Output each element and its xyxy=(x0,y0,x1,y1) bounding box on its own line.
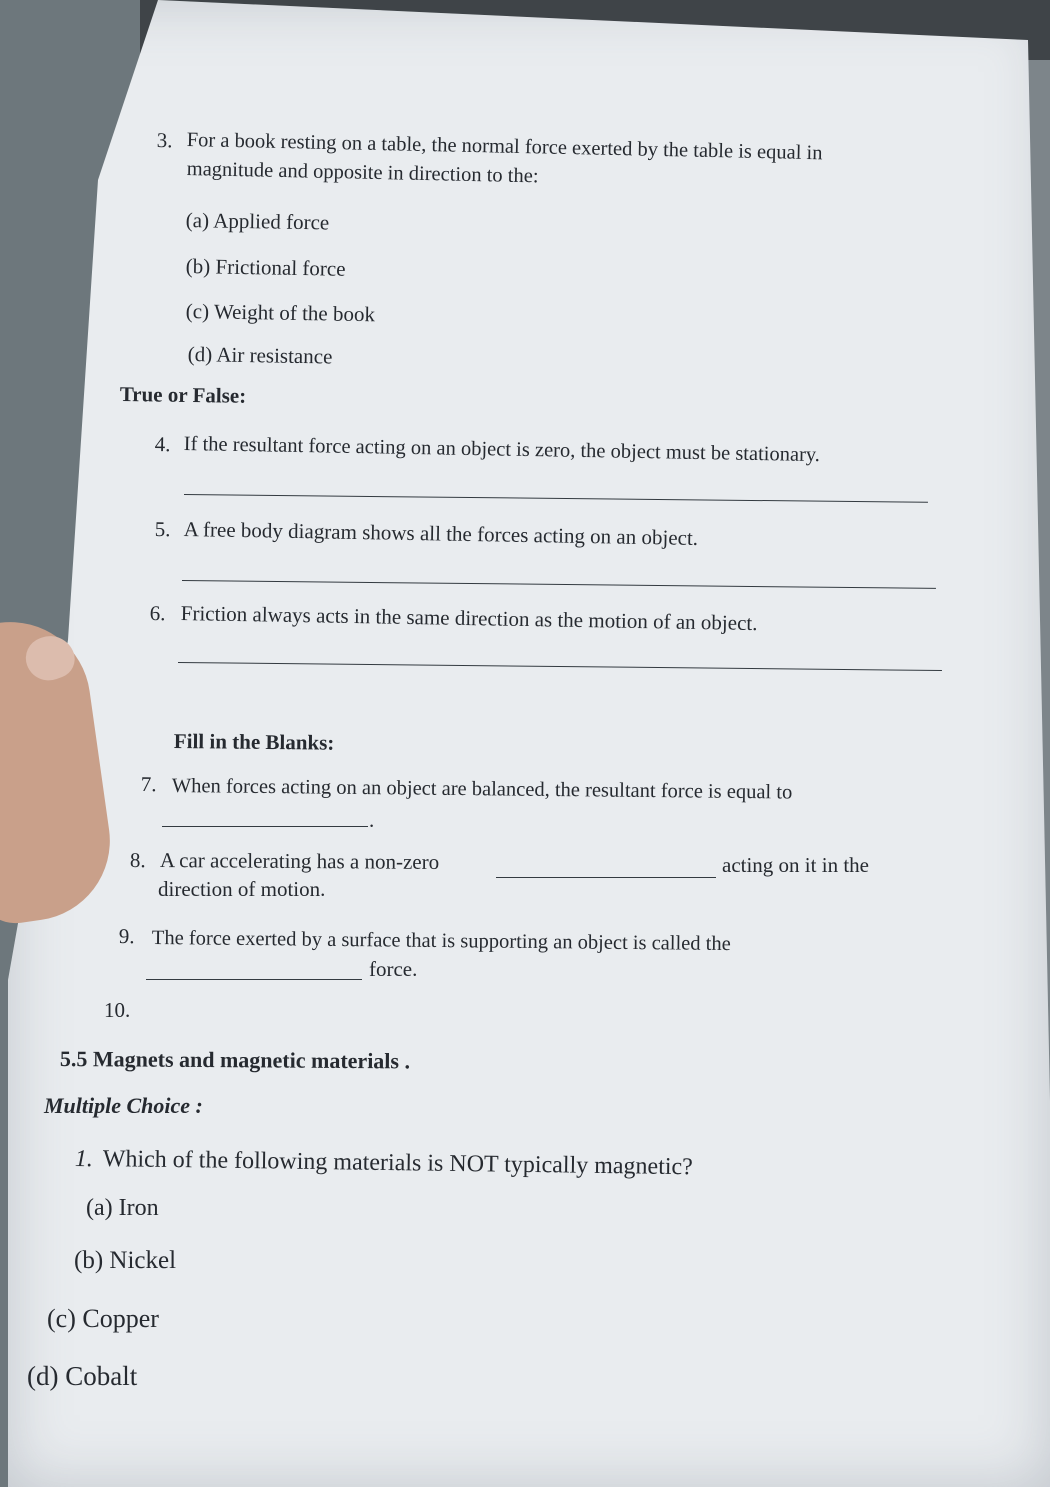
q9-answer-blank[interactable] xyxy=(146,979,362,980)
q6-number: 6. xyxy=(149,601,166,626)
q8-answer-blank[interactable] xyxy=(496,877,716,878)
mc-q1-option-d: (d) Cobalt xyxy=(27,1361,138,1391)
mc-q1-option-b: (b) Nickel xyxy=(74,1247,177,1274)
q7-answer-blank[interactable] xyxy=(162,826,368,827)
q9-text: The force exerted by a surface that is supporting an object is called the xyxy=(151,926,731,956)
fill-blanks-heading: Fill in the Blanks: xyxy=(173,729,335,755)
q9-tail: force. xyxy=(369,957,418,981)
q8-number: 8. xyxy=(129,848,146,873)
q8-line2: direction of motion. xyxy=(158,877,326,901)
q3-number: 3. xyxy=(156,128,173,153)
q7-period: . xyxy=(369,808,375,832)
mc-q1-number: 1. xyxy=(74,1145,93,1173)
true-false-heading: True or False: xyxy=(119,382,247,408)
q4-text: If the resultant force acting on an object is zero, the object must be stationary. xyxy=(183,432,821,467)
q7-number: 7. xyxy=(140,772,157,797)
q8-text-before: A car accelerating has a non-zero xyxy=(159,848,440,874)
q3-option-c: (c) Weight of the book xyxy=(185,299,376,327)
mc-q1-text: Which of the following materials is NOT typically magnetic? xyxy=(102,1145,693,1181)
q7-text: When forces acting on an object are balanced, the resultant force is equal to xyxy=(171,774,793,804)
q3-option-a: (a) Applied force xyxy=(185,208,330,235)
q8-text-after: acting on it in the xyxy=(722,853,869,877)
q3-option-b: (b) Frictional force xyxy=(185,254,346,281)
q3-option-d: (d) Air resistance xyxy=(187,342,333,369)
section-title: 5.5 Magnets and magnetic materials . xyxy=(59,1046,411,1074)
mc-q1-option-a: (a) Iron xyxy=(86,1195,159,1221)
q6-text: Friction always acts in the same direction as the motion of an object. xyxy=(180,601,758,636)
section-subheading: Multiple Choice : xyxy=(44,1093,203,1118)
q4-number: 4. xyxy=(154,432,171,457)
q9-number: 9. xyxy=(118,924,135,949)
q3-line1: For a book resting on a table, the normal force exerted by the table is equal in xyxy=(186,128,823,165)
q10-number: 10. xyxy=(104,998,131,1022)
q3-line2: magnitude and opposite in direction to the: xyxy=(186,157,539,188)
mc-q1-option-c: (c) Copper xyxy=(47,1304,159,1333)
q5-text: A free body diagram shows all the forces acting on an object. xyxy=(183,517,699,550)
q5-number: 5. xyxy=(154,517,171,542)
